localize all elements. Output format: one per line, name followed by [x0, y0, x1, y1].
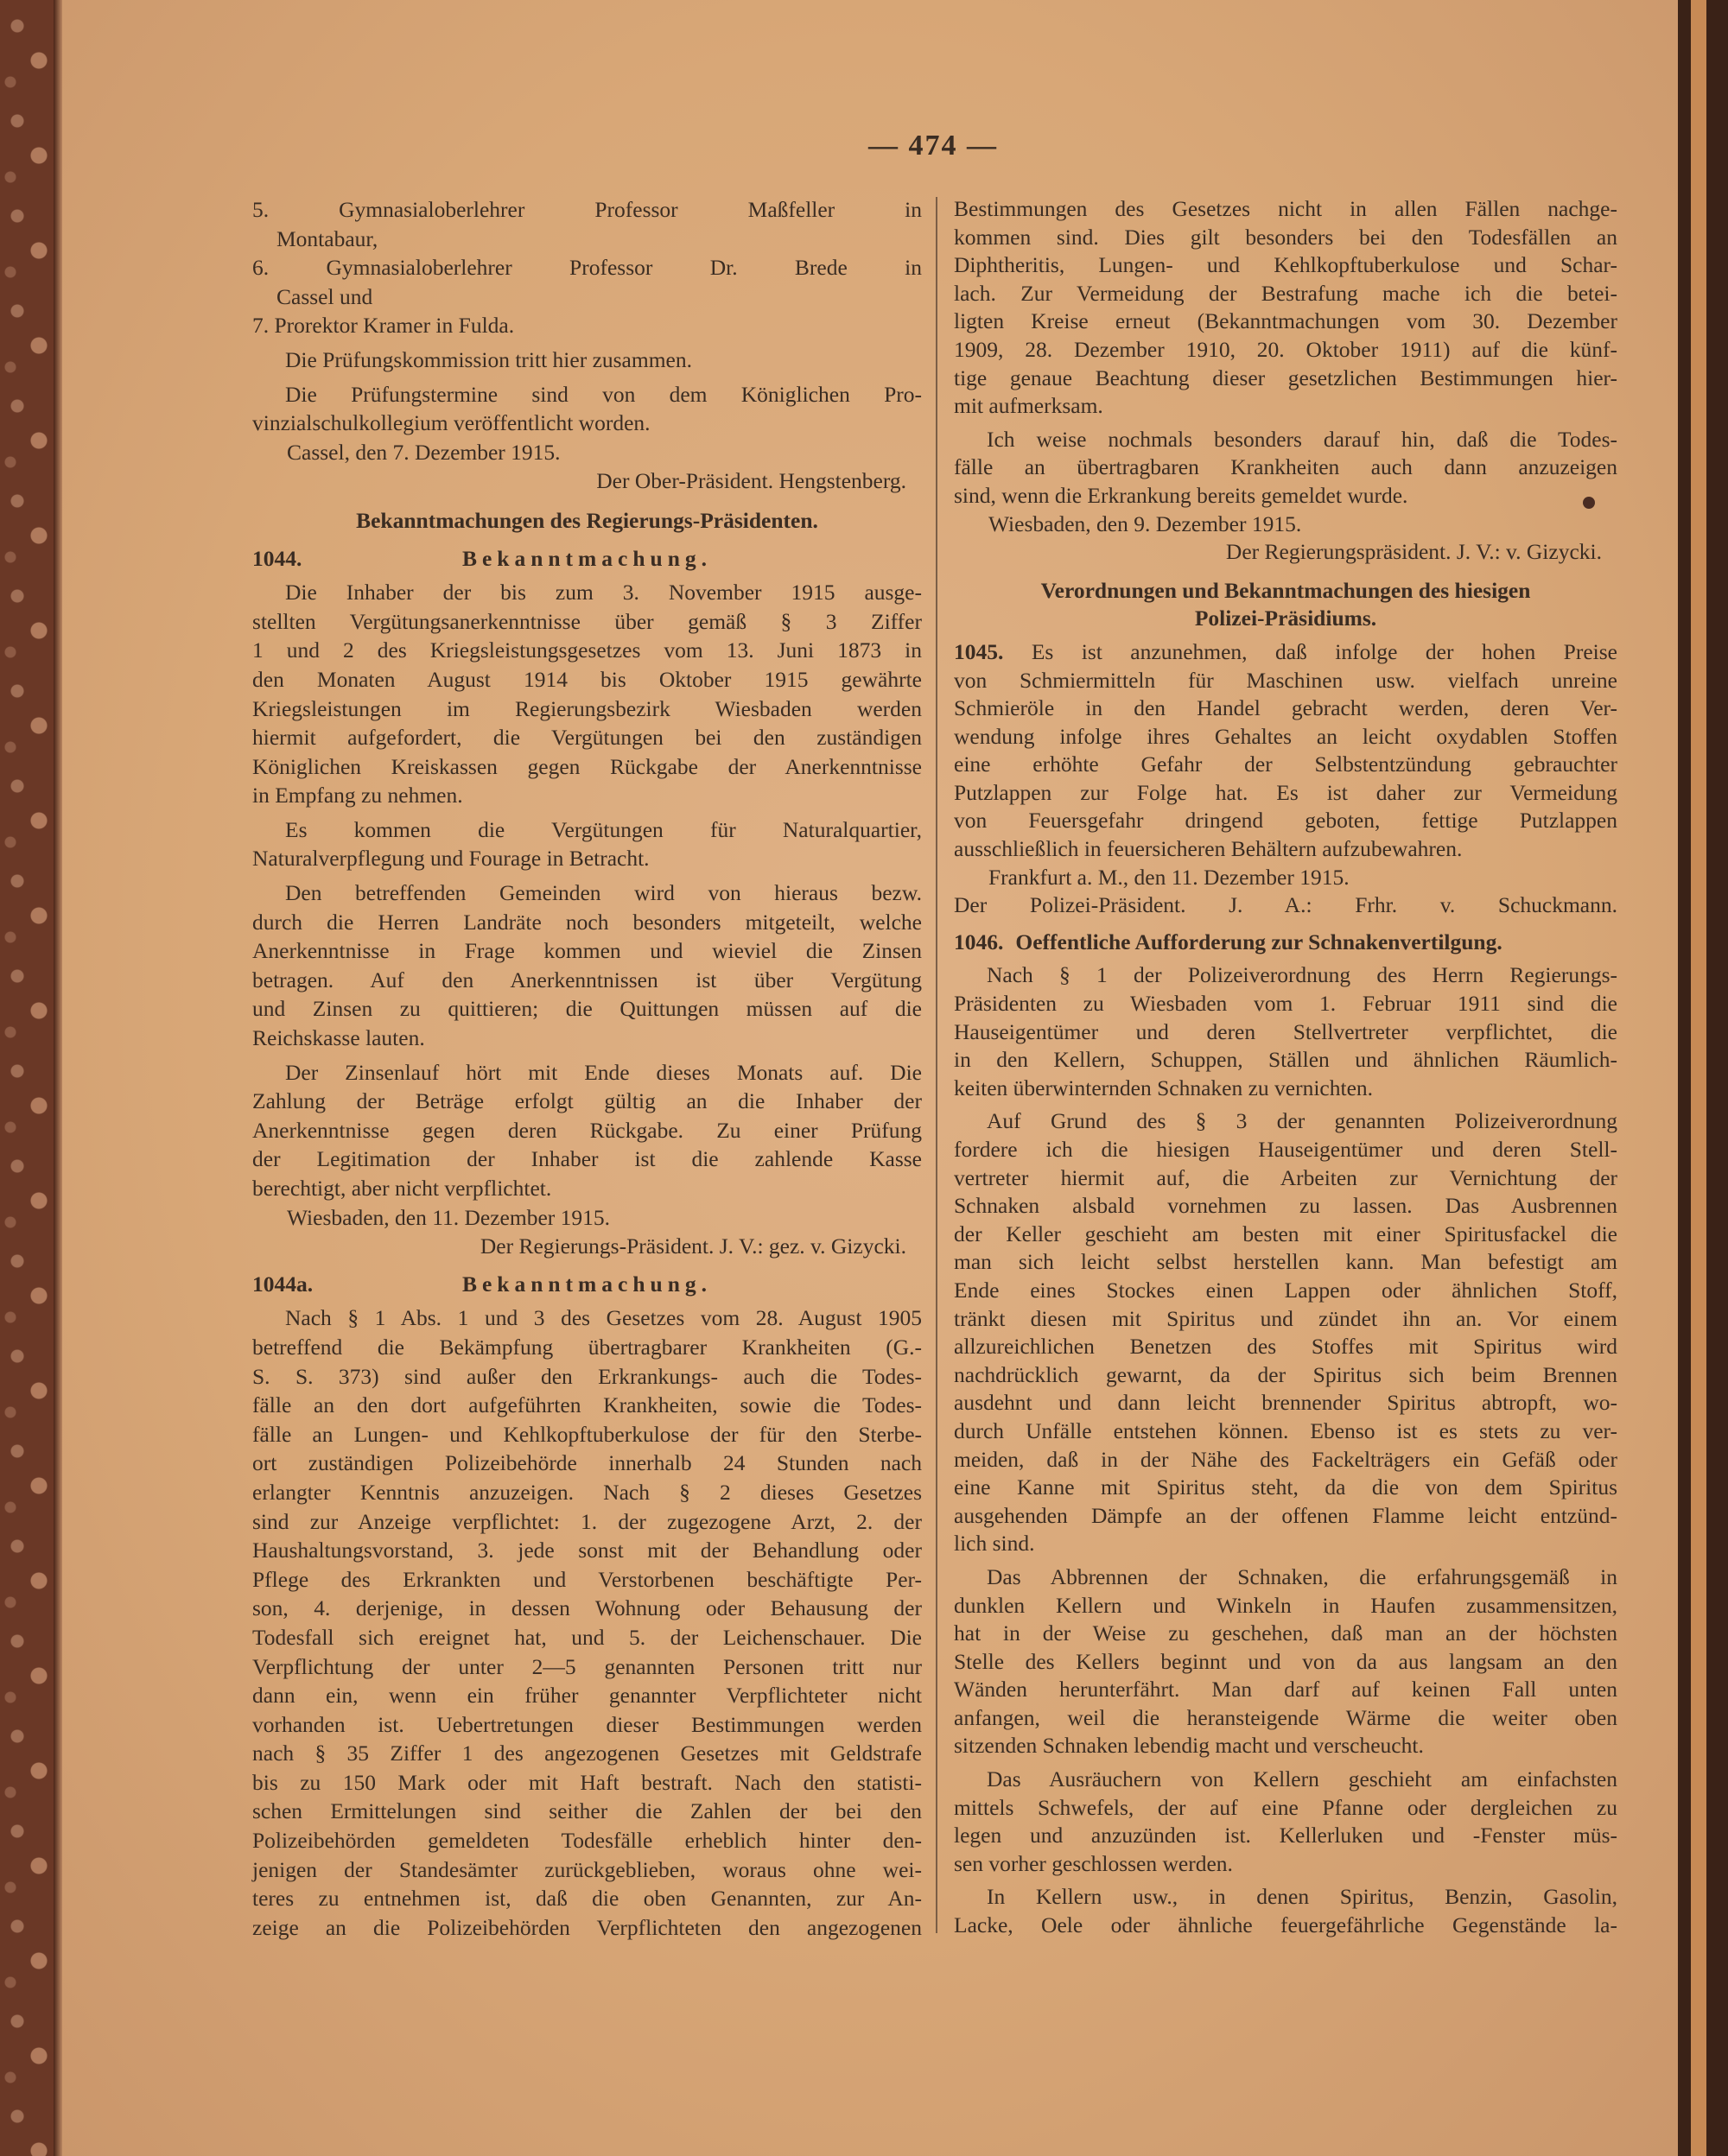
text-line: berechtigt, aber nicht verpflichtet.: [252, 1176, 552, 1201]
text-line: Die Prüfungskommission tritt hier zusammen.: [285, 346, 692, 372]
text-line: Bestimmungen des Gesetzes nicht in allen Fällen nachge-: [954, 196, 1617, 221]
dateline: [252, 438, 922, 467]
marbled-book-binding-left: [0, 0, 57, 2156]
paragraph: [954, 638, 1617, 864]
text-line: 6. Gymnasialoberlehrer Professor Dr. Brede in: [252, 255, 922, 281]
text-line: nachdrücklich gewarnt, da der Spiritus sich beim Brennen: [954, 1361, 1617, 1387]
text-line: betreffend die Bekämpfung übertragbarer Krankheiten (G.-: [252, 1334, 922, 1360]
text-line: eine erhöhte Gefahr der Selbstentzündung gebrauchter: [954, 751, 1617, 777]
text-line: und Zinsen zu quittieren; die Quittungen müssen auf die: [252, 996, 922, 1022]
text-line: mittels Schwefels, der auf eine Pfanne oder dergleichen zu: [954, 1794, 1617, 1820]
dateline: [954, 864, 1617, 892]
paragraph: [954, 1563, 1617, 1760]
notice-number: 1044a.: [252, 1271, 314, 1297]
notice-title: [252, 1270, 922, 1299]
text-line: Der Zinsenlauf hört mit Ende dieses Monats auf. Die: [285, 1059, 922, 1085]
notice-heading: Bekanntmachung.: [461, 545, 713, 571]
text-line: Die Inhaber der bis zum 3. November 1915 ausge-: [285, 580, 922, 606]
notice-number: 1046.: [954, 929, 1004, 954]
signature: [252, 1232, 922, 1261]
text-line: Bekanntmachungen des Regierungs-Präsidenten.: [356, 507, 818, 533]
paragraph: [954, 1107, 1617, 1558]
paragraph: [954, 426, 1617, 510]
text-line: Pflege des Erkrankten und Verstorbenen beschäftigte Per-: [252, 1566, 922, 1592]
text-line: vinzialschulkollegium veröffentlicht worden.: [252, 410, 651, 436]
text-line: man sich leicht selbst herstellen kann. Man befestigt am: [954, 1249, 1617, 1275]
next-page-edge: [1691, 0, 1706, 2156]
text-line: Anerkenntnisse gegen deren Rückgabe. Zu einer Prüfung: [252, 1117, 922, 1143]
text-line: S. S. 373) sind außer den Erkrankungs- auch die Todes-: [252, 1363, 922, 1389]
text-line: Polizeibehörden gemeldeten Todesfälle erheblich hinter den-: [252, 1828, 922, 1854]
text-line: meiden, daß in der Nähe des Fackelträgers ein Gefäß oder: [954, 1446, 1617, 1472]
text-line: dann ein, wenn ein früher genannter Verpflichteter nicht: [252, 1683, 922, 1709]
text-line: 7. Prorektor Kramer in Fulda.: [252, 313, 515, 339]
text-line: zeige an die Polizeibehörden Verpflichteten den angezogenen: [252, 1914, 922, 1940]
signature: [954, 538, 1617, 567]
text-line: kommen sind. Dies gilt besonders bei den Todesfällen an: [954, 224, 1617, 250]
left-column: [252, 195, 922, 1942]
line-text: Es ist anzunehmen, daß infolge der hohen Preise: [1031, 638, 1618, 664]
text-line: bis zu 150 Mark oder mit Haft bestraft. Nach den statisti-: [252, 1769, 922, 1795]
text-line: Wiesbaden, den 9. Dezember 1915.: [988, 510, 1302, 536]
notice-heading: Bekanntmachung.: [461, 1271, 713, 1297]
text-line: jenigen der Standesämter zurückgeblieben, woraus ohne wei-: [252, 1856, 922, 1882]
list-item: [252, 195, 922, 253]
text-line: betragen. Auf den Anerkenntnissen ist über Vergütung: [252, 967, 922, 992]
text-line: 5. Gymnasialoberlehrer Professor Maßfeller in: [252, 197, 922, 222]
text-line: allzureichlichen Benetzen des Stoffes mit Spiritus wird: [954, 1334, 1617, 1360]
text-line: 1 und 2 des Kriegsleistungsgesetzes vom 13. Juni 1873 in: [252, 637, 922, 663]
text-line: Schmieröle in den Handel gebracht werden, deren Ver-: [954, 695, 1617, 721]
text-line: fälle an Lungen- und Kehlkopftuberkulose der für den Sterbe-: [252, 1421, 922, 1447]
list-item: [252, 311, 922, 340]
text-line: hat in der Weise zu geschehen, daß man an der höchsten: [954, 1620, 1617, 1646]
text-line: Das Abbrennen der Schnaken, die erfahrungsgemäß in: [987, 1563, 1617, 1589]
section-heading: [954, 577, 1617, 633]
paragraph: [954, 1883, 1617, 1939]
signature: [954, 891, 1617, 920]
section-heading: [252, 506, 922, 536]
text-line: Die Prüfungstermine sind von dem Königlichen Pro-: [285, 381, 922, 407]
page-gutter-left: [54, 0, 62, 2156]
text-line: sind zur Anzeige verpflichtet: 1. der zugezogene Arzt, 2. der: [252, 1508, 922, 1534]
text-line: fälle an übertragbaren Krankheiten auch dann anzuzeigen: [954, 454, 1617, 480]
text-line: [954, 638, 1617, 667]
text-line: Es kommen die Vergütungen für Naturalquartier,: [285, 816, 922, 842]
text-line: in Empfang zu nehmen.: [252, 783, 463, 808]
text-line: eine Kanne mit Spiritus steht, da die von dem Spiritus: [954, 1474, 1617, 1500]
text-line: durch Unfälle entstehen können. Ebenso ist es stets zu ver-: [954, 1417, 1617, 1443]
paragraph: [252, 815, 922, 873]
text-line: Auf Grund des § 3 der genannten Polizeiverordnung: [987, 1108, 1617, 1134]
text-line: Wiesbaden, den 11. Dezember 1915.: [287, 1204, 611, 1230]
text-line: vorhanden ist. Uebertretungen dieser Bestimmungen werden: [252, 1711, 922, 1737]
text-line: Schnaken alsbald vornehmen zu lassen. Das Ausbrennen: [954, 1193, 1617, 1219]
page-number: — 474 —: [868, 130, 998, 162]
text-line: von Feuersgefahr dringend geboten, fettige Putzlappen: [954, 808, 1617, 834]
text-line: anfangen, weil die heransteigende Wärme die weiter oben: [954, 1704, 1617, 1730]
text-line: nach § 35 Ziffer 1 des angezogenen Gesetzes mit Geldstrafe: [252, 1741, 922, 1766]
text-line: hiermit aufgefordert, die Vergütungen bei den zuständigen: [252, 725, 922, 751]
text-line: sind, wenn die Erkrankung bereits gemeldet wurde.: [954, 482, 1408, 508]
text-line: stellten Vergütungsanerkenntnisse über gemäß § 3 Ziffer: [252, 608, 922, 634]
text-line: von Schmiermitteln für Maschinen usw. vielfach unreine: [954, 667, 1617, 693]
text-line: Nach § 1 der Polizeiverordnung des Herrn Regierungs-: [987, 962, 1617, 988]
text-line: Polizei-Präsidiums.: [1194, 606, 1377, 631]
text-line: Montabaur,: [276, 225, 378, 251]
list-item: [252, 253, 922, 311]
text-line: in den Kellern, Schuppen, Ställen und ähnlichen Räumlich-: [954, 1047, 1617, 1073]
text-line: dunklen Kellern und Winkeln in Haufen zusammensitzen,: [954, 1592, 1617, 1618]
text-line: Naturalverpflegung und Fourage in Betracht.: [252, 846, 650, 872]
text-line: fälle an den dort aufgeführten Krankheiten, sowie die Todes-: [252, 1392, 922, 1418]
paragraph: [252, 380, 922, 438]
text-line: Hauseigentümer und deren Stellvertreter verpflichtet, die: [954, 1018, 1617, 1044]
text-line: Das Ausräuchern von Kellern geschieht am einfachsten: [987, 1766, 1617, 1792]
text-line: son, 4. derjenige, in dessen Wohnung oder Behausung der: [252, 1595, 922, 1621]
text-line: Frankfurt a. M., den 11. Dezember 1915.: [988, 864, 1350, 890]
text-line: wendung infolge ihres Gehaltes an leicht oxydablen Stoffen: [954, 723, 1617, 749]
paragraph: [252, 878, 922, 1053]
paragraph: [252, 1303, 922, 1942]
signature: [252, 466, 922, 496]
text-line: lich sind.: [954, 1531, 1035, 1557]
text-line: Zahlung der Beträge erfolgt gültig an die Inhaber der: [252, 1088, 922, 1114]
text-line: Der Regierungspräsident. J. V.: v. Gizycki.: [1225, 539, 1602, 565]
text-line: ort zuständigen Polizeibehörde innerhalb 24 Stunden nach: [252, 1450, 922, 1476]
text-line: Der Ober-Präsident. Hengstenberg.: [596, 468, 906, 494]
text-line: teres zu entnehmen ist, daß die oben Genannten, zur An-: [252, 1886, 922, 1912]
text-line: Cassel und: [276, 283, 373, 309]
text-line: lach. Zur Vermeidung der Bestrafung mache ich die betei-: [954, 280, 1617, 306]
text-line: In Kellern usw., in denen Spiritus, Benzin, Gasolin,: [987, 1884, 1617, 1910]
text-line: Lacke, Oele oder ähnliche feuergefährliche Gegenstände la-: [954, 1912, 1617, 1938]
text-line: Verordnungen und Bekanntmachungen des hiesigen: [1040, 577, 1531, 603]
text-line: Präsidenten zu Wiesbaden vom 1. Februar 1911 sind die: [954, 991, 1617, 1017]
text-line: Ich weise nochmals besonders darauf hin, daß die Todes-: [987, 426, 1617, 452]
text-line: tige genaue Beachtung dieser gesetzlichen Bestimmungen hier-: [954, 365, 1617, 390]
text-line: Kriegsleistungen im Regierungsbezirk Wiesbaden werden: [252, 695, 922, 721]
text-line: Königlichen Kreiskassen gegen Rückgabe der Anerkenntnisse: [252, 753, 922, 779]
text-line: Wänden herunterfährt. Man darf auf keinen Fall unten: [954, 1677, 1617, 1703]
text-line: Verpflichtung der unter 2—5 genannten Personen tritt nur: [252, 1653, 922, 1679]
text-line: Der Regierungs-Präsident. J. V.: gez. v. Gizycki.: [480, 1233, 906, 1259]
text-line: Nach § 1 Abs. 1 und 3 des Gesetzes vom 28. August 1905: [285, 1305, 922, 1331]
text-line: mit aufmerksam.: [954, 393, 1103, 419]
text-line: durch die Herren Landräte noch besonders mitgeteilt, welche: [252, 909, 922, 935]
notice-title: [252, 544, 922, 574]
text-line: ligten Kreise erneut (Bekanntmachungen vom 30. Dezember: [954, 308, 1617, 334]
text-line: 1909, 28. Dezember 1910, 20. Oktober 1911) auf die künf-: [954, 336, 1617, 362]
column-divider: [936, 197, 937, 1933]
text-line: fordere ich die hiesigen Hauseigentümer und deren Stell-: [954, 1137, 1617, 1162]
text-line: Cassel, den 7. Dezember 1915.: [287, 439, 561, 465]
notice-number: 1045.: [954, 638, 1004, 664]
text-line: vertreter hiermit auf, die Arbeiten zur Vernichtung der: [954, 1164, 1617, 1190]
right-column: [954, 195, 1617, 1940]
text-line: erlangter Kenntnis anzuzeigen. Nach § 2 dieses Gesetzes: [252, 1479, 922, 1505]
text-line: Todesfall sich ereignet hat, und 5. der Leichenschauer. Die: [252, 1624, 922, 1650]
text-line: Diphtheritis, Lungen- und Kehlkopftuberkulose und Schar-: [954, 252, 1617, 278]
notice-number: 1044.: [252, 545, 302, 571]
text-line: ausdehnt und dann leicht brennender Spiritus abtropft, wo-: [954, 1390, 1617, 1416]
text-line: Ende eines Stockes einen Lappen oder ähnlichen Stoff,: [954, 1277, 1617, 1303]
paragraph: [252, 1058, 922, 1203]
paragraph: [252, 346, 922, 375]
text-line: schen Ermittelungen sind seither die Zahlen der bei den: [252, 1798, 922, 1824]
paragraph: [954, 195, 1617, 421]
text-line: der Legitimation der Inhaber ist die zahlende Kasse: [252, 1146, 922, 1172]
text-line: sitzenden Schnaken lebendig macht und verscheucht.: [954, 1733, 1424, 1759]
text-line: Reichskasse lauten.: [252, 1025, 425, 1051]
notice-title: [954, 929, 1617, 957]
text-line: Stelle des Kellers beginnt und von da aus langsam an den: [954, 1648, 1617, 1674]
dateline: [252, 1203, 922, 1233]
text-line: den Monaten August 1914 bis Oktober 1915 gewährte: [252, 666, 922, 692]
text-line: der Keller geschieht am besten mit einer Spiritusfackel die: [954, 1221, 1617, 1246]
text-line: Der Polizei-Präsident. J. A.: Frhr. v. Schuckmann.: [954, 892, 1617, 918]
text-line: ausschließlich in feuersicheren Behältern aufzubewahren.: [954, 836, 1463, 862]
paragraph: [954, 961, 1617, 1102]
paragraph: [252, 578, 922, 810]
text-line: sen vorher geschlossen werden.: [954, 1850, 1233, 1876]
text-line: legen und anzuzünden ist. Kellerluken und -Fenster müs-: [954, 1823, 1617, 1848]
text-line: keiten überwinternden Schnaken zu vernichten.: [954, 1075, 1374, 1100]
text-line: Anerkenntnisse in Frage kommen und wieviel die Zinsen: [252, 938, 922, 964]
text-line: tränkt diesen mit Spiritus und zündet ihn an. Vor einem: [954, 1305, 1617, 1331]
text-line: Haushaltungsvorstand, 3. jede sonst mit der Behandlung oder: [252, 1538, 922, 1563]
text-line: Den betreffenden Gemeinden wird von hieraus bezw.: [285, 880, 922, 906]
text-line: Putzlappen zur Folge hat. Es ist daher zur Vermeidung: [954, 779, 1617, 805]
text-line: ausgehenden Dämpfe an der offenen Flamme leicht entzünd-: [954, 1502, 1617, 1528]
notice-heading: Oeffentliche Aufforderung zur Schnakenvertilgung.: [1015, 929, 1502, 954]
paragraph: [954, 1766, 1617, 1878]
dateline: [954, 510, 1617, 539]
